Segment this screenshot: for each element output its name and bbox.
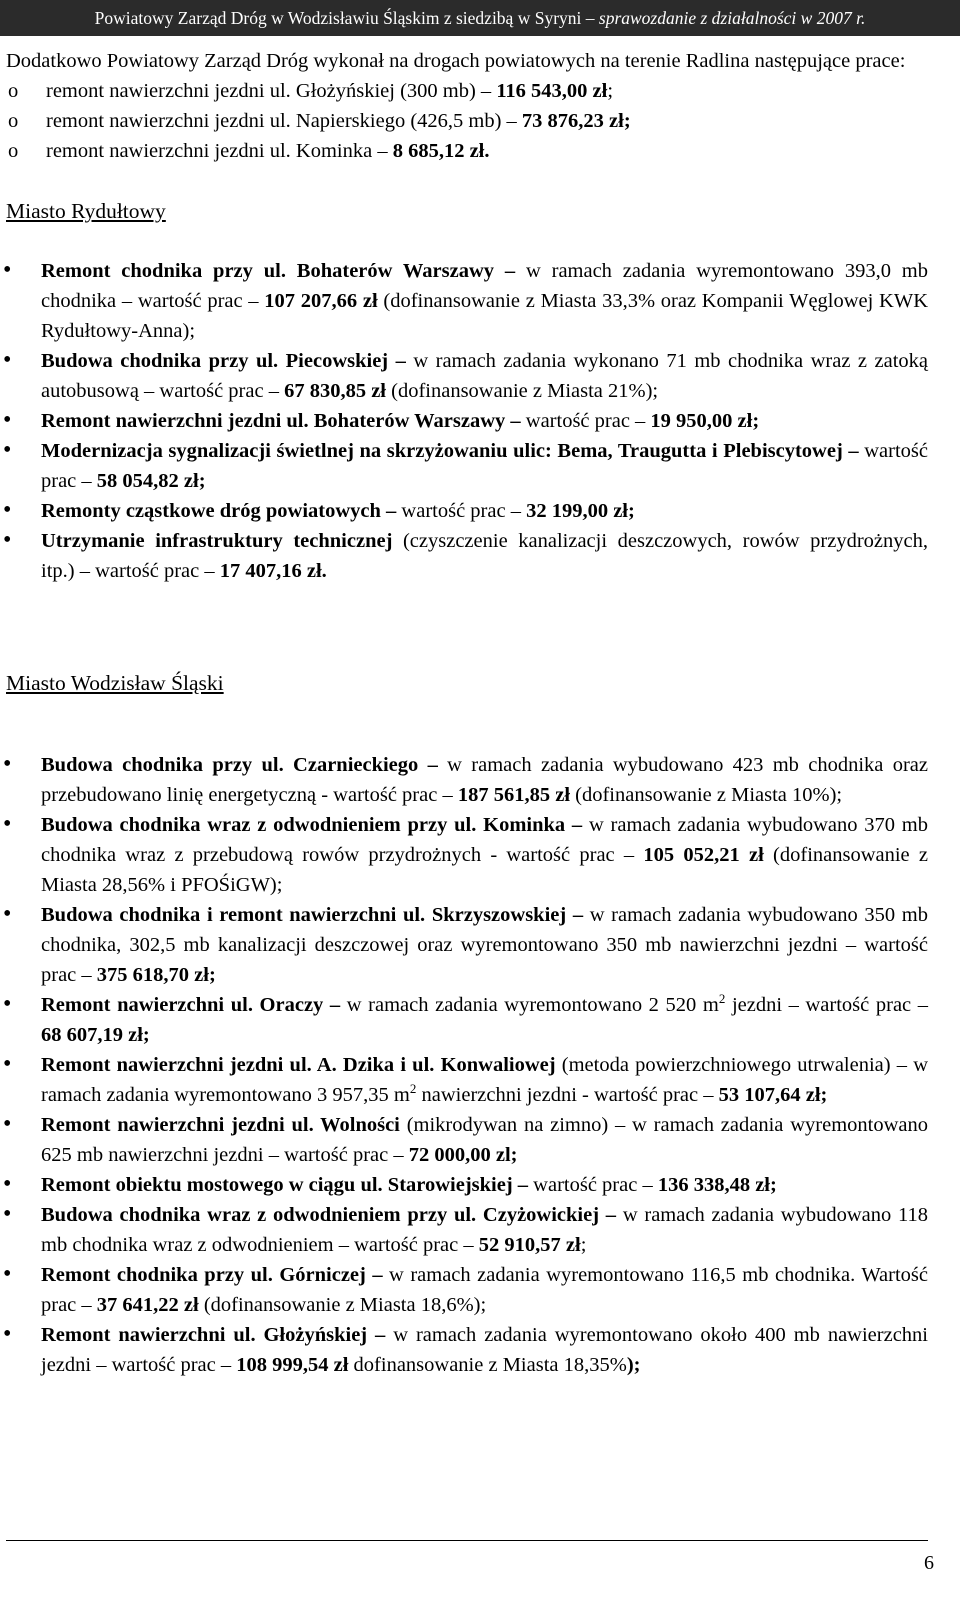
rydultowy-list — [6, 256, 928, 586]
radlin-list — [6, 76, 928, 166]
item-text: remont nawierzchni jezdni ul. Napierskiego (426,5 mb) – — [46, 110, 522, 132]
item-amount: 68 607,19 zł; — [41, 1024, 150, 1046]
page-header — [0, 0, 960, 36]
item-text: w ramach zadania wyremontowano 393,0 mb chodnika – wartość prac – — [41, 260, 928, 312]
item-tail: (dofinansowanie z Miasta 28,56% i PFOŚiGW); — [41, 844, 928, 896]
header-title: Powiatowy Zarząd Dróg w Wodzisławiu Śląskim z siedzibą w Syryni — [94, 8, 582, 28]
list-item — [6, 136, 928, 166]
list-item — [6, 526, 928, 586]
item-tail: ; — [580, 1234, 587, 1256]
item-text: wartość prac – — [396, 500, 527, 522]
item-text: w ramach zadania wyremontowano około 400 mb nawierzchni jezdni – wartość prac – — [41, 1324, 928, 1376]
item-title: Remonty cząstkowe dróg powiatowych – — [41, 500, 397, 522]
item-closing: ); — [626, 1354, 641, 1376]
item-amount: 19 950,00 zł; — [650, 410, 760, 432]
item-title: Remont chodnika przy ul. Górniczej – — [41, 1264, 383, 1286]
item-amount: 58 054,82 zł; — [96, 470, 206, 492]
radlin-intro: Dodatkowo Powiatowy Zarząd Dróg wykonał na drogach powiatowych na terenie Radlina następujące prace: — [6, 50, 906, 72]
superscript: 2 — [409, 1081, 417, 1096]
item-tail: (dofinansowanie z Miasta 33,3% oraz Kompanii Węglowej KWK Rydułtowy-Anna); — [41, 290, 929, 342]
item-text: (czyszczenie kanalizacji deszczowych, rowów przydrożnych, itp.) – wartość prac – — [41, 530, 928, 582]
list-item — [6, 406, 928, 436]
superscript: 2 — [718, 991, 726, 1006]
item-text: w ramach zadania wybudowano 370 mb chodnika wraz z przebudową rowów przydrożnych - wartość prac – — [41, 814, 928, 866]
item-title: Modernizacja sygnalizacji świetlnej na skrzyżowaniu ulic: Bema, Traugutta i Plebiscytowej – — [41, 440, 859, 462]
item-text: w ramach zadania wybudowano 118 mb chodnika wraz z odwodnieniem – wartość prac – — [41, 1204, 928, 1256]
item-tail: dofinansowanie z Miasta 18,35% — [348, 1354, 627, 1376]
item-amount: 67 830,85 zł — [284, 380, 386, 402]
item-text: remont nawierzchni jezdni ul. Głożyńskiej (300 mb) – — [46, 80, 497, 102]
item-title: Budowa chodnika przy ul. Piecowskiej – — [41, 350, 406, 372]
list-item — [6, 1260, 928, 1320]
item-amount: 72 000,00 zl; — [408, 1144, 518, 1166]
list-item — [6, 990, 928, 1050]
item-amount: 105 052,21 zł — [643, 844, 764, 866]
item-title: Remont nawierzchni jezdni ul. A. Dzika i ul. Konwaliowej — [41, 1054, 556, 1076]
item-amount: 32 199,00 zł; — [526, 500, 635, 522]
item-text: w ramach zadania wybudowano 350 mb chodnika, 302,5 mb kanalizacji deszczowej oraz wyremontowano 350 mb nawierzchni jezdni – wartość prac – — [41, 904, 929, 986]
header-subtitle: sprawozdanie z działalności w 2007 r. — [598, 8, 866, 28]
list-item — [6, 1200, 928, 1260]
list-item — [6, 256, 928, 346]
item-title: Budowa chodnika przy ul. Czarnieckiego – — [41, 754, 438, 776]
radlin-section — [6, 46, 928, 166]
item-title: Utrzymanie infrastruktury technicznej — [41, 530, 393, 552]
item-tail: ; — [607, 80, 614, 102]
item-title: Budowa chodnika i remont nawierzchni ul. Skrzyszowskiej – — [41, 904, 584, 926]
item-tail: (dofinansowanie z Miasta 10%); — [570, 784, 843, 806]
wodzislaw-list — [6, 750, 928, 1380]
item-amount: 37 641,22 zł — [96, 1294, 199, 1316]
list-item — [6, 436, 928, 496]
item-text: wartość prac – — [520, 410, 651, 432]
footer-rule — [6, 1540, 928, 1541]
list-item — [6, 1050, 928, 1110]
item-text: w ramach zadania wybudowano 423 mb chodnika oraz przebudowano linię energetyczną - wartość prac – — [41, 754, 928, 806]
list-item — [6, 810, 928, 900]
item-title: Remont nawierzchni ul. Głożyńskiej – — [41, 1324, 386, 1346]
item-text: (metoda powierzchniowego utrwalenia) – w ramach zadania wyremontowano 3 957,35 m — [41, 1054, 928, 1106]
item-amount: 73 876,23 zł; — [521, 110, 631, 132]
list-item — [6, 1110, 928, 1170]
list-item — [6, 750, 928, 810]
item-amount: 375 618,70 zł; — [96, 964, 216, 986]
item-title: Remont nawierzchni ul. Oraczy – — [41, 994, 341, 1016]
header-separator: – — [581, 8, 599, 28]
item-title: Remont nawierzchni jezdni ul. Wolności — [41, 1114, 400, 1136]
item-text: w ramach zadania wyremontowano 2 520 m — [340, 994, 719, 1016]
item-amount: 17 407,16 zł. — [219, 560, 327, 582]
item-amount: 116 543,00 zł — [496, 80, 608, 102]
list-item — [6, 496, 928, 526]
item-amount: 52 910,57 zł — [478, 1234, 581, 1256]
item-title: Budowa chodnika wraz z odwodnieniem przy ul. Kominka – — [41, 814, 583, 836]
item-tail: (dofinansowanie z Miasta 18,6%); — [198, 1294, 487, 1316]
item-text: wartość prac – — [528, 1174, 658, 1196]
item-text: (mikrodywan na zimno) – w ramach zadania wyremontowano 625 mb nawierzchni jezdni – wartość prac – — [41, 1114, 928, 1166]
list-item — [6, 76, 928, 106]
list-item — [6, 106, 928, 136]
item-amount: 187 561,85 zł — [457, 784, 571, 806]
item-amount: 53 107,64 zł; — [718, 1084, 828, 1106]
page-number: 6 — [924, 1552, 934, 1574]
list-item — [6, 900, 928, 990]
section-heading-wodzislaw: Miasto Wodzisław Śląski — [6, 671, 224, 695]
item-title: Remont chodnika przy ul. Bohaterów Warszawy – — [41, 260, 516, 282]
item-tail: (dofinansowanie z Miasta 21%); — [386, 380, 659, 402]
item-text: w ramach zadania wyremontowano 116,5 mb chodnika. Wartość prac – — [41, 1264, 928, 1316]
item-amount: 108 999,54 zł — [236, 1354, 349, 1376]
section-heading-rydultowy: Miasto Rydułtowy — [6, 199, 166, 223]
document-body — [6, 46, 928, 1380]
item-text-cont: nawierzchni jezdni - wartość prac – — [416, 1084, 719, 1106]
list-item — [6, 346, 928, 406]
item-text: w ramach zadania wykonano 71 mb chodnika wraz z zatoką autobusową – wartość prac – — [41, 350, 928, 402]
item-text: remont nawierzchni jezdni ul. Kominka – — [46, 140, 393, 162]
item-amount: 107 207,66 zł — [264, 290, 378, 312]
list-item — [6, 1320, 928, 1380]
item-text-cont: jezdni – wartość prac – — [725, 994, 928, 1016]
item-amount: 136 338,48 zł; — [657, 1174, 777, 1196]
item-text: wartość prac – — [41, 440, 928, 492]
item-title: Remont obiektu mostowego w ciągu ul. Starowiejskiej – — [41, 1174, 529, 1196]
item-title: Remont nawierzchni jezdni ul. Bohaterów Warszawy – — [41, 410, 521, 432]
item-amount: 8 685,12 zł. — [392, 140, 490, 162]
list-item — [6, 1170, 928, 1200]
item-title: Budowa chodnika wraz z odwodnieniem przy ul. Czyżowickiej – — [41, 1204, 617, 1226]
